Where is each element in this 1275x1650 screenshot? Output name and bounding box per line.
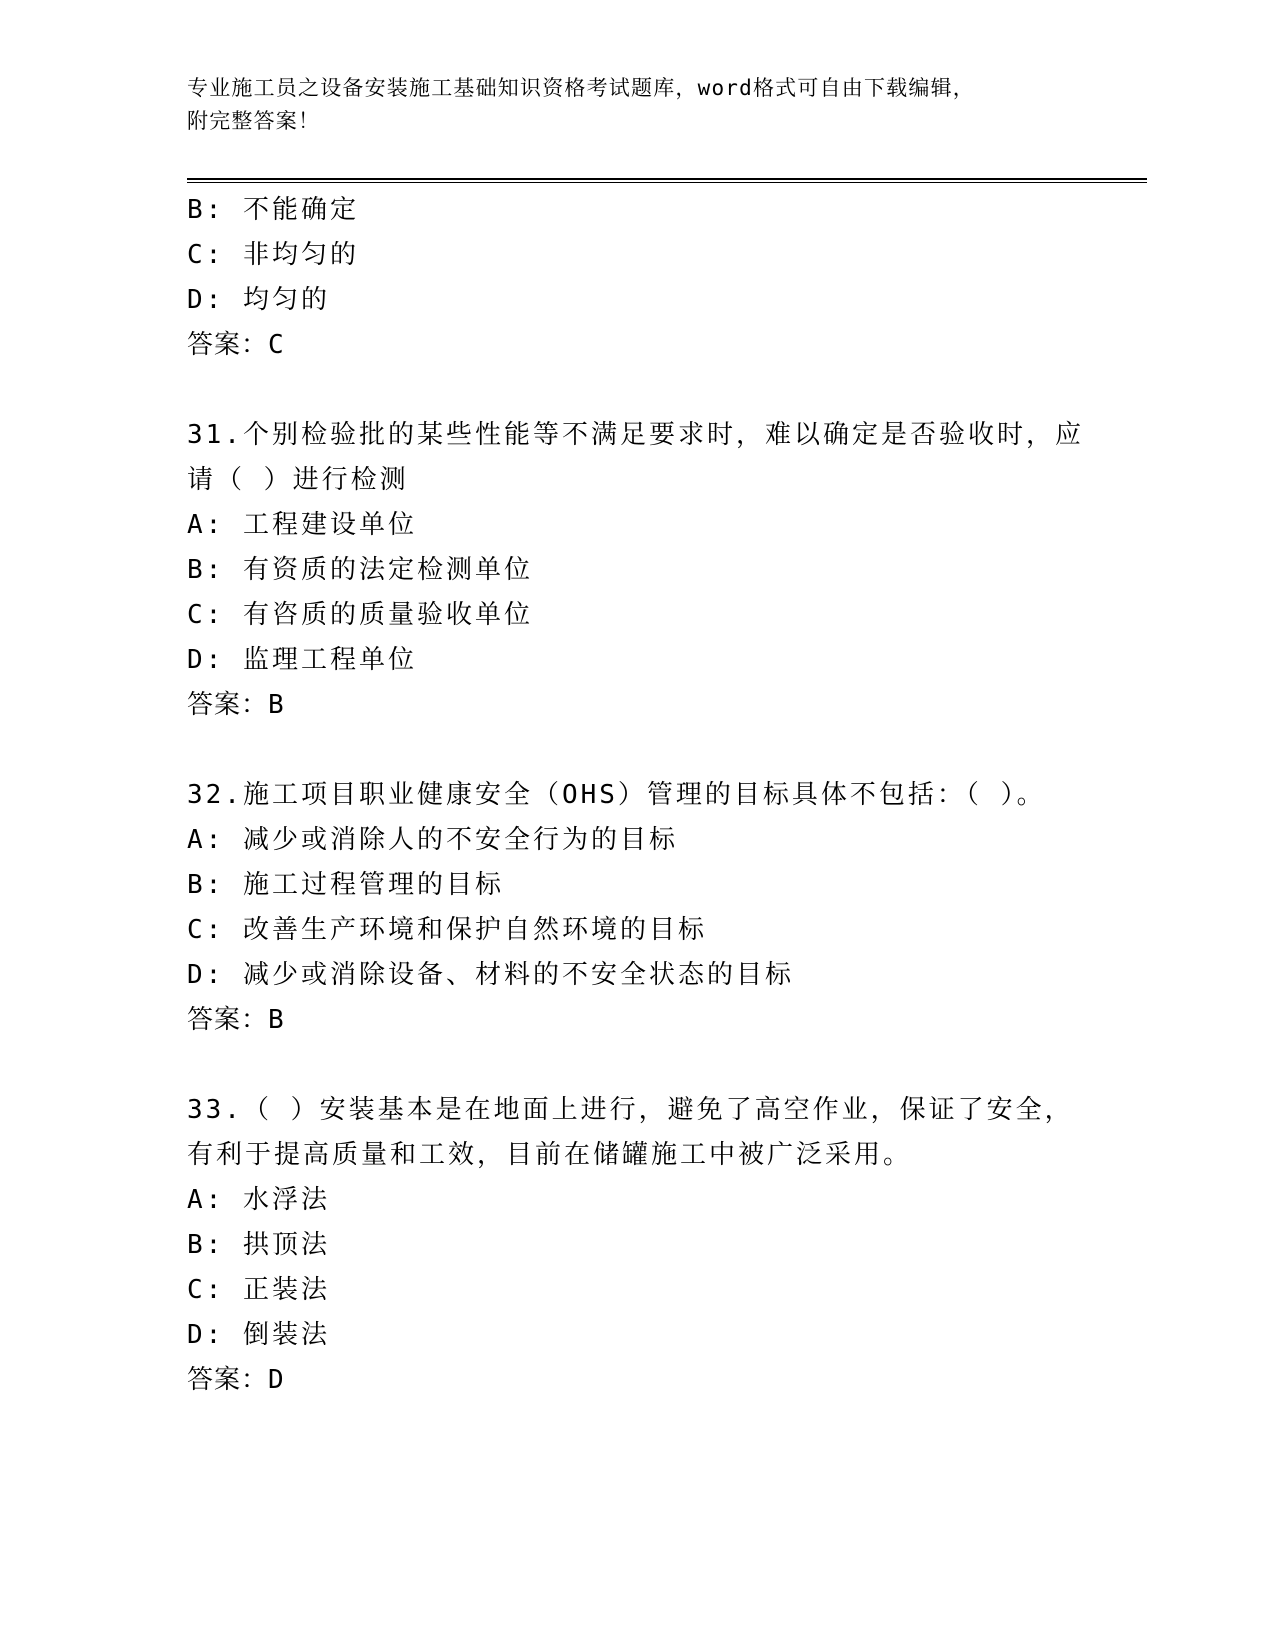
header-line-2: 附完整答案！ bbox=[187, 109, 321, 133]
question-text-line-1: 33.（ ）安装基本是在地面上进行，避免了高空作业，保证了安全， bbox=[187, 1095, 1074, 1125]
answer-label: 答案：C bbox=[187, 330, 285, 360]
answer-label: 答案：B bbox=[187, 1005, 285, 1035]
header-line-1: 专业施工员之设备安装施工基础知识资格考试题库，word格式可自由下载编辑， bbox=[187, 76, 975, 100]
question-text-line-2: 有利于提高质量和工效，目前在储罐施工中被广泛采用。 bbox=[187, 1140, 913, 1170]
option-c: C: 有咨质的质量验收单位 bbox=[187, 600, 533, 630]
question-text-line-1: 31.个别检验批的某些性能等不满足要求时，难以确定是否验收时，应 bbox=[187, 420, 1084, 450]
option-d: D: 均匀的 bbox=[187, 285, 330, 315]
option-d: D: 监理工程单位 bbox=[187, 645, 417, 675]
answer-label: 答案：B bbox=[187, 690, 285, 720]
document-header bbox=[187, 72, 1087, 138]
option-c: C: 非均匀的 bbox=[187, 240, 359, 270]
option-b: B: 不能确定 bbox=[187, 195, 359, 225]
option-a: A: 减少或消除人的不安全行为的目标 bbox=[187, 825, 678, 855]
option-b: B: 有资质的法定检测单位 bbox=[187, 555, 533, 585]
question-text-line-1: 32.施工项目职业健康安全（OHS）管理的目标具体不包括：（ ）。 bbox=[187, 780, 1046, 810]
option-d: D: 减少或消除设备、材料的不安全状态的目标 bbox=[187, 960, 794, 990]
option-b: B: 施工过程管理的目标 bbox=[187, 870, 504, 900]
question-text-line-2: 请（ ）进行检测 bbox=[187, 465, 409, 495]
option-a: A: 水浮法 bbox=[187, 1185, 330, 1215]
question-30-continued bbox=[187, 188, 1087, 368]
header-divider bbox=[187, 178, 1147, 180]
spacer bbox=[187, 1043, 1087, 1088]
option-c: C: 正装法 bbox=[187, 1275, 330, 1305]
spacer bbox=[187, 728, 1087, 773]
option-c: C: 改善生产环境和保护自然环境的目标 bbox=[187, 915, 707, 945]
question-list bbox=[187, 188, 1087, 1403]
question-33 bbox=[187, 1088, 1087, 1403]
answer-label: 答案：D bbox=[187, 1365, 285, 1395]
option-b: B: 拱顶法 bbox=[187, 1230, 330, 1260]
question-31 bbox=[187, 413, 1087, 728]
option-a: A: 工程建设单位 bbox=[187, 510, 417, 540]
header-divider-thin bbox=[187, 182, 1147, 183]
spacer bbox=[187, 368, 1087, 413]
option-d: D: 倒装法 bbox=[187, 1320, 330, 1350]
question-32 bbox=[187, 773, 1087, 1043]
